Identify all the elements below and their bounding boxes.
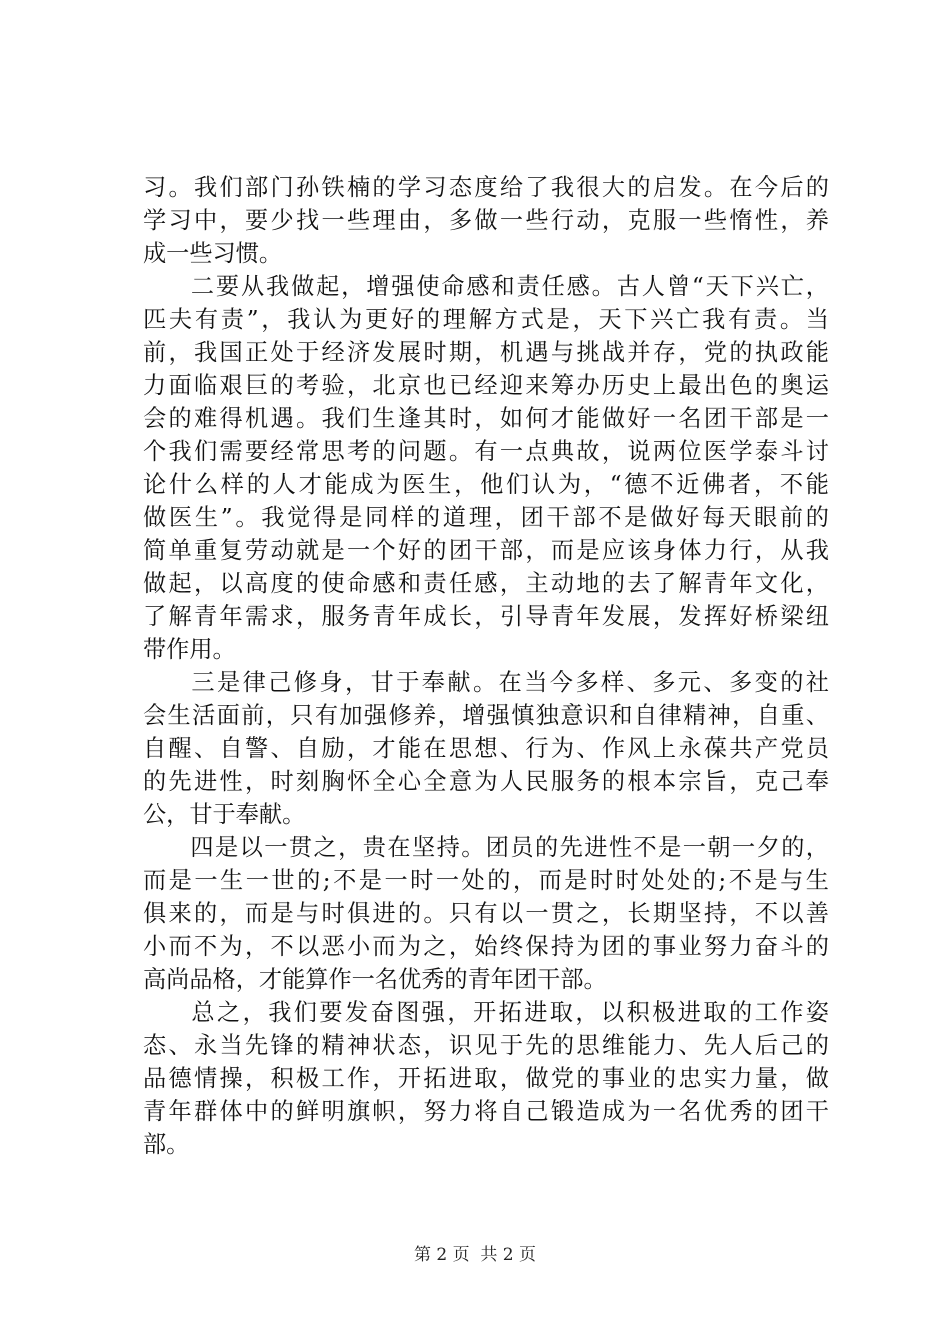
text-line	[143, 171, 829, 204]
text-line	[143, 270, 829, 303]
text-line-content: 部。	[143, 1131, 190, 1158]
text-line-content: 总之，我们要发奋图强，开拓进取，以积极进取的工作姿	[189, 999, 829, 1026]
text-line-content: 自醒、自警、自励，才能在思想、行为、作风上永葆共产党员	[143, 735, 829, 762]
text-line-content: 公，甘于奉献。	[143, 801, 306, 828]
paragraph	[143, 270, 829, 666]
text-line-content: 匹夫有责”，我认为更好的理解方式是，天下兴亡我有责。当	[143, 306, 829, 333]
paragraph	[143, 171, 829, 270]
text-line	[143, 468, 829, 501]
text-line-content: 而是一生一世的;不是一时一处的，而是时时处处的;不是与生	[143, 867, 829, 894]
text-line	[143, 864, 829, 897]
text-line-content: 三是律己修身，甘于奉献。在当今多样、多元、多变的社	[189, 669, 829, 696]
text-line	[143, 435, 829, 468]
text-line-content: 做起，以高度的使命感和责任感，主动地的去了解青年文化，	[143, 570, 829, 597]
text-line	[143, 501, 829, 534]
document-body	[143, 171, 829, 1161]
text-line-content: 论什么样的人才能成为医生，他们认为，“德不近佛者，不能	[143, 471, 829, 498]
text-line	[143, 666, 829, 699]
text-line	[143, 303, 829, 336]
text-line	[143, 1062, 829, 1095]
text-line	[143, 765, 829, 798]
text-line-content: 会的难得机遇。我们生逢其时，如何才能做好一名团干部是一	[143, 405, 829, 432]
paragraph	[143, 831, 829, 996]
text-line-content: 会生活面前，只有加强修养，增强慎独意识和自律精神，自重、	[143, 702, 829, 729]
text-line	[143, 369, 829, 402]
text-line-content: 带作用。	[143, 636, 236, 663]
text-line	[143, 1029, 829, 1062]
text-line	[143, 897, 829, 930]
text-line	[143, 831, 829, 864]
text-line-content: 力面临艰巨的考验，北京也已经迎来筹办历史上最出色的奥运	[143, 372, 829, 399]
text-line-content: 态、永当先锋的精神状态，识见于先的思维能力、先人后己的	[143, 1032, 829, 1059]
text-line-content: 俱来的，而是与时俱进的。只有以一贯之，长期坚持，不以善	[143, 900, 829, 927]
text-line	[143, 600, 829, 633]
text-line-content: 品德情操，积极工作，开拓进取，做党的事业的忠实力量，做	[143, 1065, 829, 1092]
text-line-content: 个我们需要经常思考的问题。有一点典故，说两位医学泰斗讨	[143, 438, 829, 465]
text-line-content: 四是以一贯之，贵在坚持。团员的先进性不是一朝一夕的，	[189, 834, 829, 861]
text-line	[143, 336, 829, 369]
text-line-content: 青年群体中的鲜明旗帜，努力将自己锻造成为一名优秀的团干	[143, 1098, 829, 1125]
text-line-content: 的先进性，时刻胸怀全心全意为人民服务的根本宗旨，克己奉	[143, 768, 829, 795]
text-line	[143, 930, 829, 963]
text-line-content: 前，我国正处于经济发展时期，机遇与挑战并存，党的执政能	[143, 339, 829, 366]
text-line-content: 习。我们部门孙铁楠的学习态度给了我很大的启发。在今后的	[143, 174, 829, 201]
text-line-content: 二要从我做起，增强使命感和责任感。古人曾“天下兴亡，	[189, 273, 829, 300]
text-line	[143, 204, 829, 237]
text-line	[143, 402, 829, 435]
text-line	[143, 798, 829, 831]
page-footer	[0, 1244, 950, 1266]
text-line-content: 学习中，要少找一些理由，多做一些行动，克服一些惰性，养	[143, 207, 829, 234]
text-line-content: 做医生”。我觉得是同样的道理，团干部不是做好每天眼前的	[143, 504, 829, 531]
paragraph	[143, 666, 829, 831]
text-line	[143, 567, 829, 600]
text-line	[143, 534, 829, 567]
text-line-content: 高尚品格，才能算作一名优秀的青年团干部。	[143, 966, 607, 993]
text-line	[143, 732, 829, 765]
text-line-content: 简单重复劳动就是一个好的团干部，而是应该身体力行，从我	[143, 537, 829, 564]
text-line	[143, 963, 829, 996]
text-line-content: 小而不为，不以恶小而为之，始终保持为团的事业努力奋斗的	[143, 933, 829, 960]
text-line	[143, 996, 829, 1029]
text-line	[143, 1128, 829, 1161]
text-line-content: 成一些习惯。	[143, 240, 283, 267]
text-line	[143, 237, 829, 270]
text-line-content: 了解青年需求，服务青年成长，引导青年发展，发挥好桥梁纽	[143, 603, 829, 630]
paragraph	[143, 996, 829, 1161]
page-number-label: 第 2 页 共 2 页	[413, 1245, 537, 1265]
text-line	[143, 699, 829, 732]
text-line	[143, 633, 829, 666]
text-line	[143, 1095, 829, 1128]
